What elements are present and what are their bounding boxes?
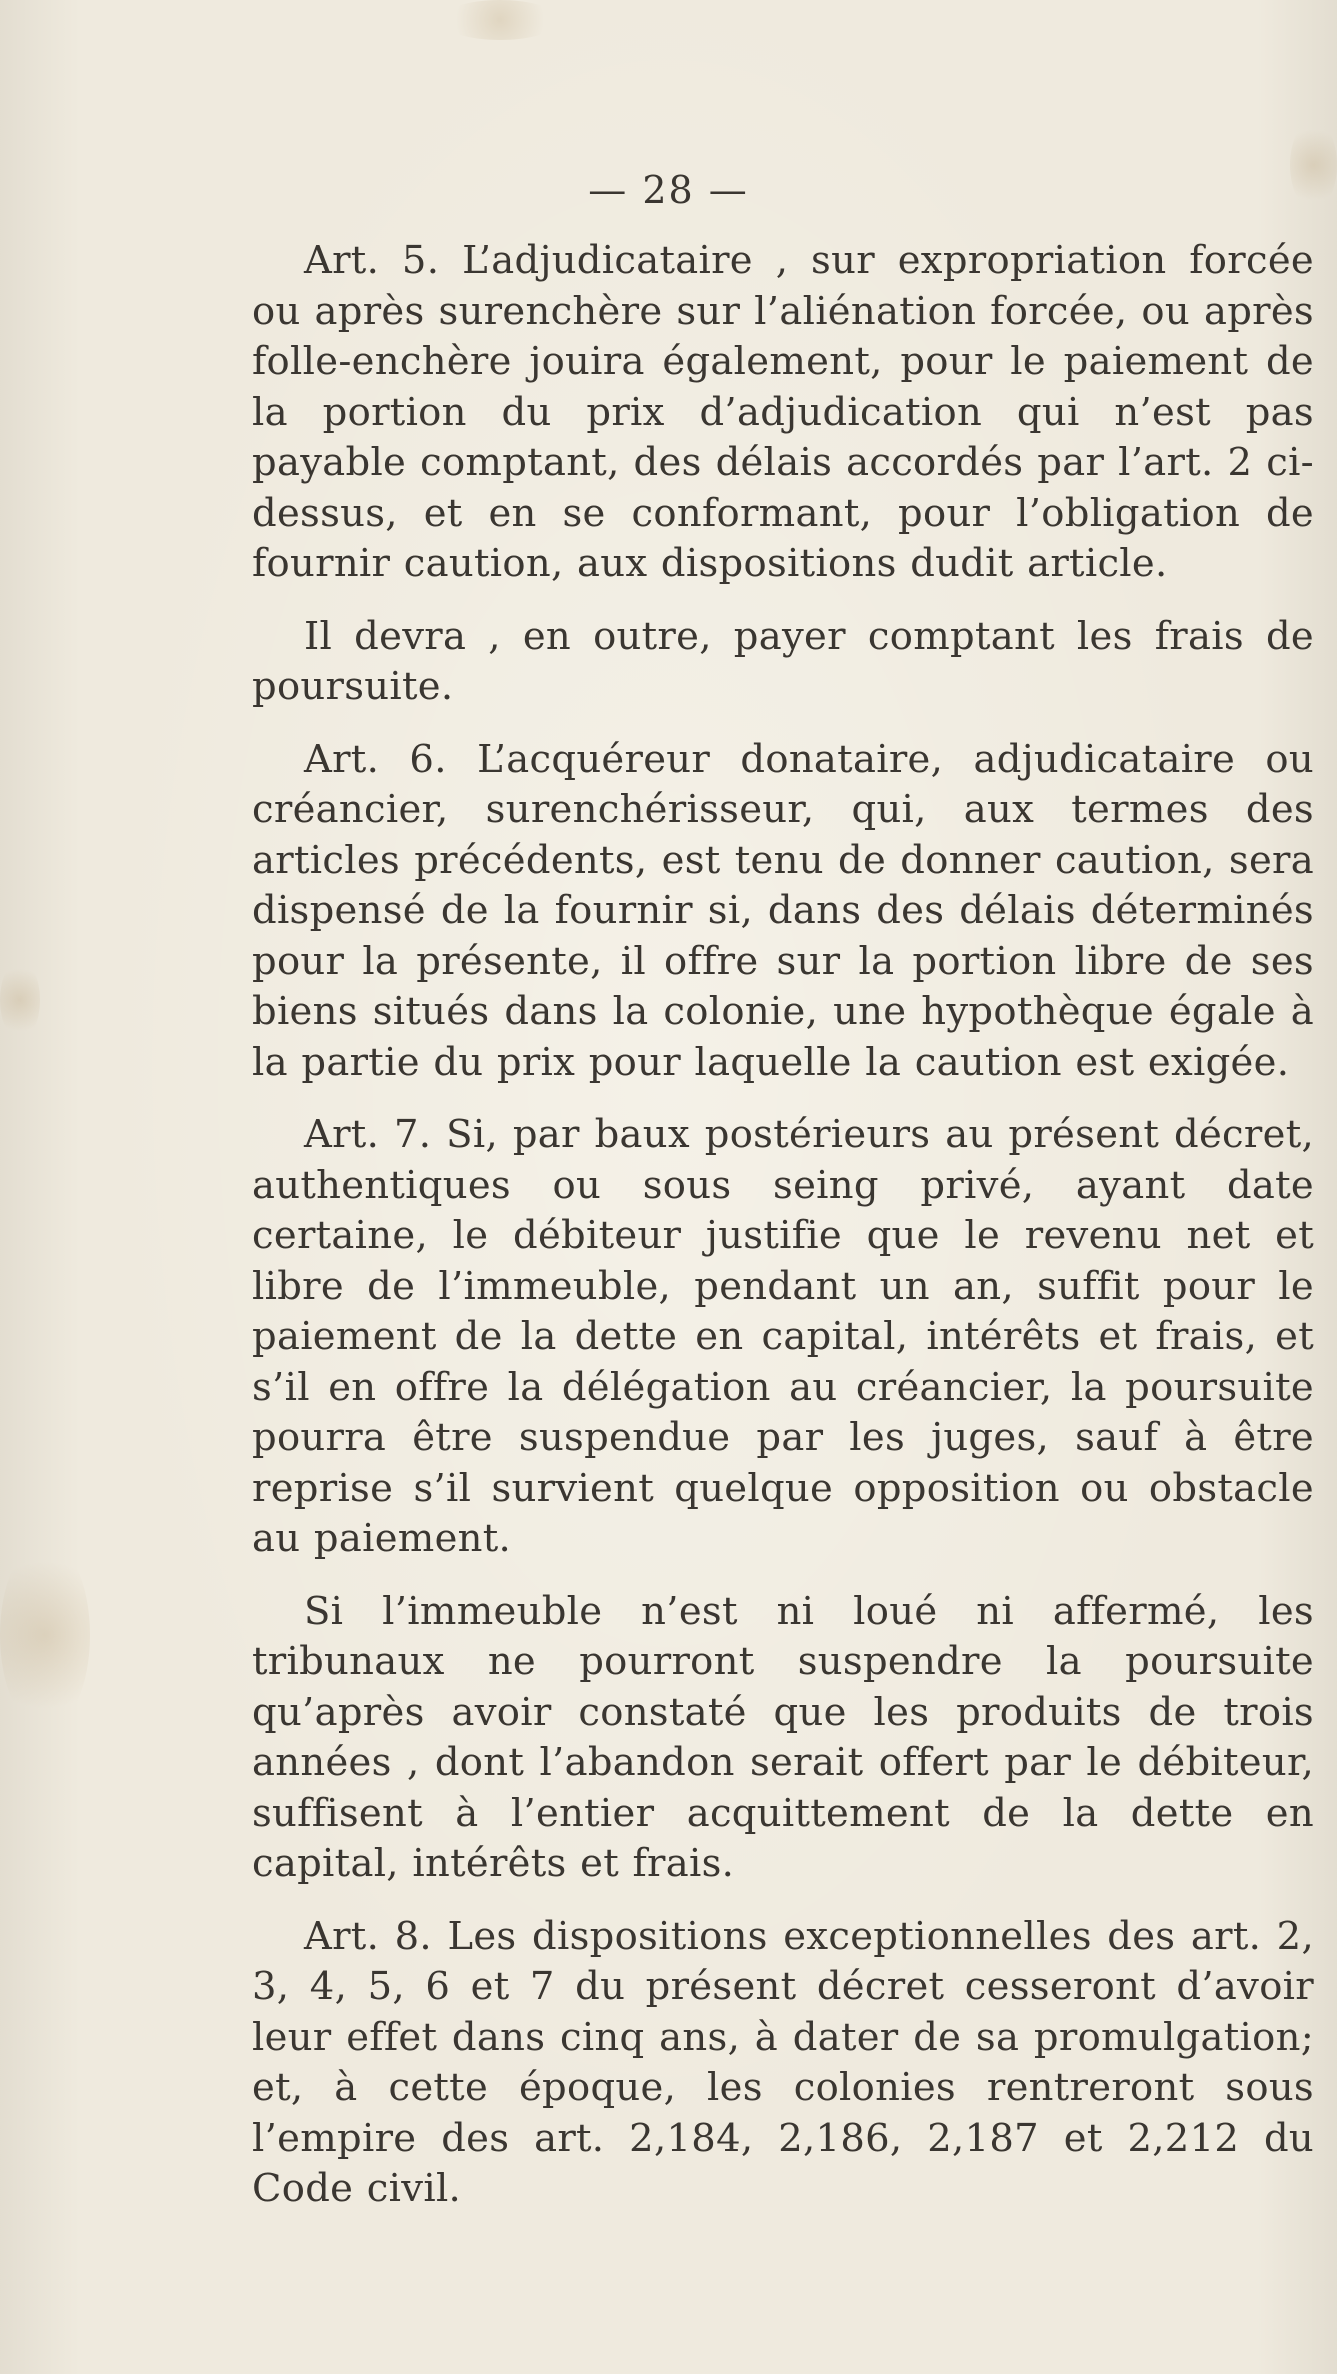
paragraph-art-5-continued: Il devra , en outre, payer comptant les frais de poursuite. xyxy=(252,613,1314,709)
paper-stain xyxy=(440,0,560,40)
paragraph-art-7: Art. 7. Si, par baux postérieurs au présent décret, authentiques ou sous seing privé, ayant date certaine, le débiteur justifie que le revenu net et libre de l’immeuble, pendant un an, suffit pour le paiement de la dette en capital, intérêts et frais, et s’il en offre la délégation au créancier, la poursuite pourra être suspendue par les juges, sauf à être reprise s’il survient quelque opposition ou obstacle au paiement. xyxy=(252,1112,1314,1561)
paragraph-art-7-continued: Si l’immeuble n’est ni loué ni affermé, les tribunaux ne pourront suspendre la poursuite qu’après avoir constaté que les produits de trois années , dont l’abandon serait offert par le débiteur, suffisent à l’entier acquittement de la dette en capital, intérêts et frais. xyxy=(252,1588,1314,1886)
paragraph-art-8: Art. 8. Les dispositions exceptionnelles des art. 2, 3, 4, 5, 6 et 7 du présent décret cesseront d’avoir leur effet dans cinq ans, à dater de sa promulgation; et, à cette époque, les colonies rentreront sous l’empire des art. 2,184, 2,186, 2,187 et 2,212 du Code civil. xyxy=(252,1913,1314,2211)
page-number: — 28 — xyxy=(588,168,749,212)
paragraph-art-6: Art. 6. L’acquéreur donataire, adjudicataire ou créancier, surenchérisseur, qui, aux termes des articles précédents, est tenu de donner caution, sera dispensé de la fournir si, dans des délais déterminés pour la présente, il offre sur la portion libre de ses biens situés dans la colonie, une hypothèque égale à la partie du prix pour laquelle la caution est exigée. xyxy=(252,736,1314,1085)
text-body xyxy=(252,236,1314,2237)
paper-stain xyxy=(0,1540,90,1730)
paragraph-art-5: Art. 5. L’adjudicataire , sur expropriation forcée ou après surenchère sur l’aliénation forcée, ou après folle-enchère jouira également, pour le paiement de la portion du prix d’adjudication qui n’est pas payable comptant, des délais accordés par l’art. 2 ci-dessus, et en se conformant, pour l’obligation de fournir caution, aux dispositions dudit article. xyxy=(252,238,1314,586)
paper-stain xyxy=(0,960,40,1040)
